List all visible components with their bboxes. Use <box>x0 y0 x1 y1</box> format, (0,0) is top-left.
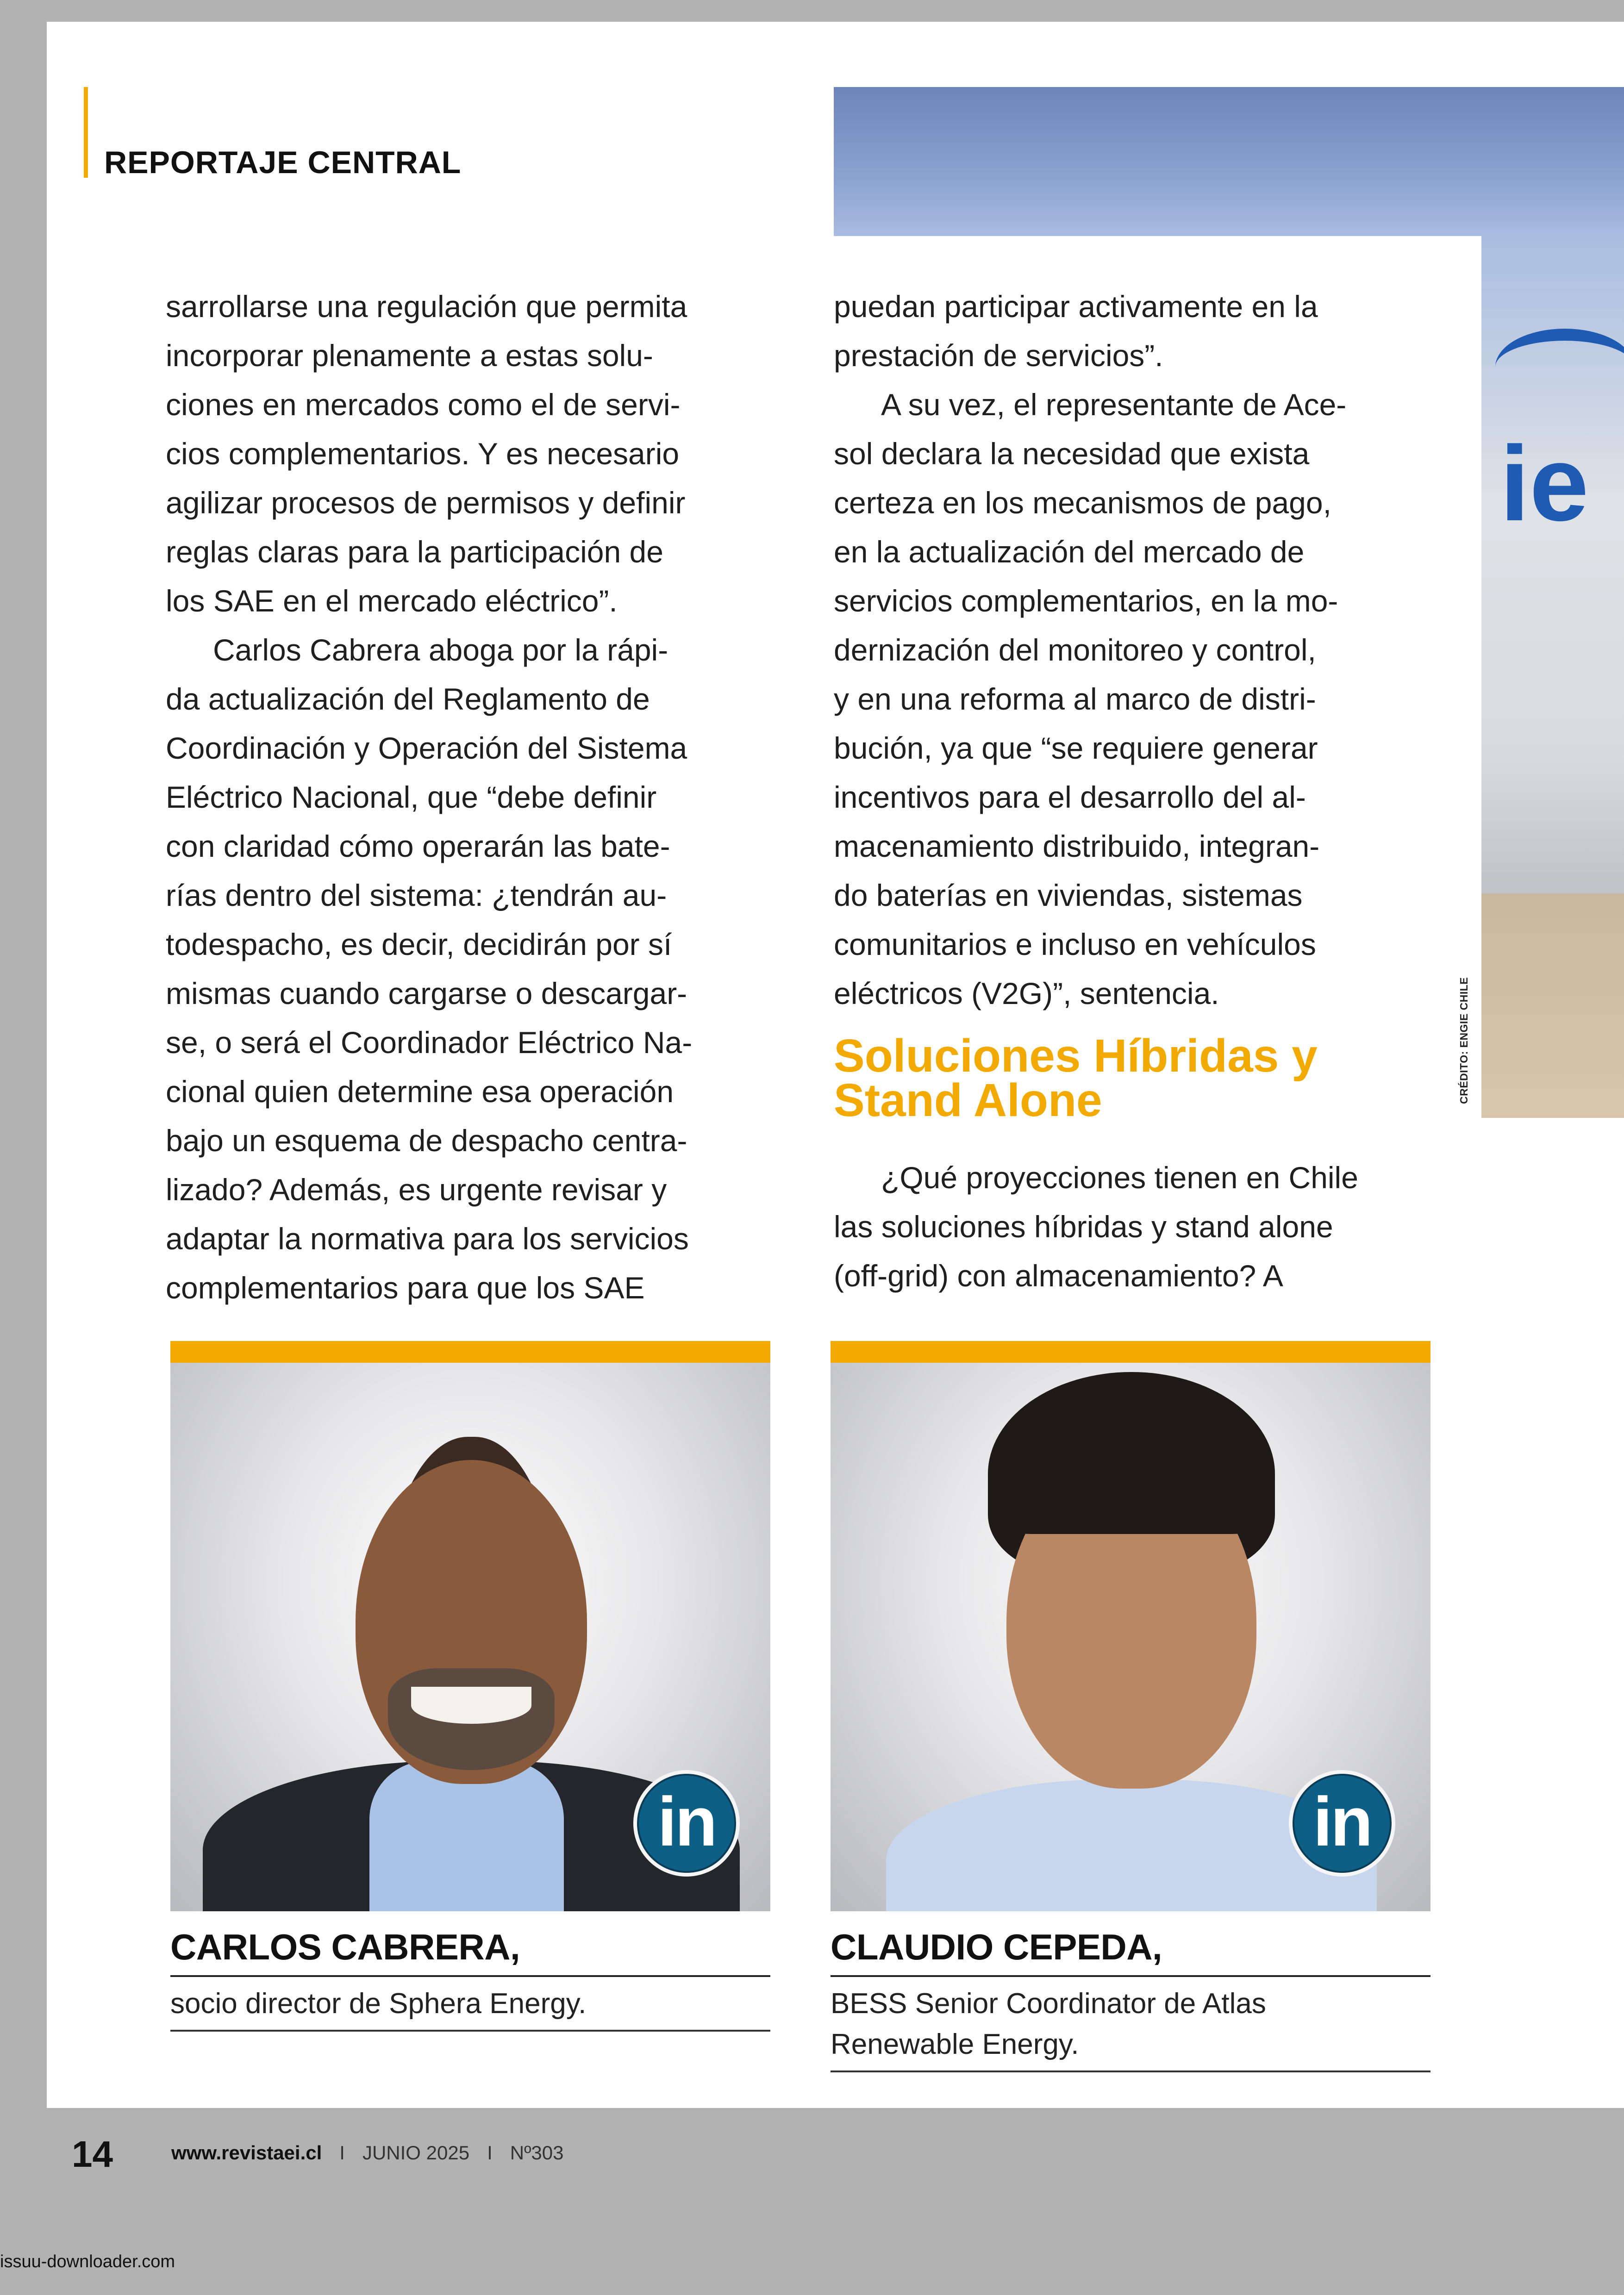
article-line: ¿Qué proyecciones tienen en Chile <box>881 1160 1358 1195</box>
article-line: bajo un esquema de despacho centra- <box>166 1123 687 1158</box>
article-column-right <box>834 282 1436 1018</box>
article-line: mismas cuando cargarse o descargar- <box>166 976 687 1010</box>
role-line: BESS Senior Coordinator de Atlas <box>831 1988 1266 2020</box>
article-line: todespacho, es decir, decidirán por sí <box>166 927 672 961</box>
article-line: certeza en los mecanismos de pago, <box>834 486 1331 520</box>
footer-site-link[interactable]: www.revistaei.cl <box>171 2142 322 2164</box>
article-line: (off-grid) con almacenamiento? A <box>834 1259 1283 1293</box>
article-line: puedan participar activamente en la <box>834 289 1318 324</box>
article-line: incorporar plenamente a estas solu- <box>166 338 653 373</box>
profile-card-cabrera <box>170 1341 770 2032</box>
article-line: macenamiento distribuido, integran- <box>834 829 1320 863</box>
subheading-line: Soluciones Híbridas y <box>834 1030 1318 1082</box>
article-line: reglas claras para la participación de <box>166 535 663 569</box>
portrait-photo-cepeda <box>831 1363 1430 1911</box>
photo-credit: CRÉDITO: ENGIE CHILE <box>1458 977 1470 1104</box>
article-line: las soluciones híbridas y stand alone <box>834 1210 1333 1244</box>
article-line: agilizar procesos de permisos y definir <box>166 486 686 520</box>
article-line: dernización del monitoreo y control, <box>834 633 1316 667</box>
article-line: bución, ya que “se requiere generar <box>834 731 1318 765</box>
article-column-right-continued <box>834 1153 1436 1300</box>
section-title: REPORTAJE CENTRAL <box>104 145 462 180</box>
portrait-accent-bar <box>170 1341 770 1363</box>
smile <box>411 1687 531 1724</box>
article-line: en la actualización del mercado de <box>834 535 1305 569</box>
article-line: eléctricos (V2G)”, sentencia. <box>834 976 1219 1010</box>
article-line: se, o será el Coordinador Eléctrico Na- <box>166 1025 693 1060</box>
article-line: Eléctrico Nacional, que “debe definir <box>166 780 657 814</box>
article-line: cios complementarios. Y es necesario <box>166 437 680 471</box>
article-column-left <box>166 282 805 1312</box>
article-line: servicios complementarios, en la mo- <box>834 584 1338 618</box>
article-line: los SAE en el mercado eléctrico”. <box>166 584 618 618</box>
article-line: prestación de servicios”. <box>834 338 1163 373</box>
article-line: sarrollarse una regulación que permita <box>166 289 687 324</box>
container-base <box>1481 755 1624 893</box>
magazine-page <box>47 22 1624 2108</box>
footer-line <box>171 2143 563 2163</box>
article-subheading <box>834 1030 1436 1126</box>
article-line: lizado? Además, es urgente revisar y <box>166 1172 667 1207</box>
footer-separator: I <box>339 2142 345 2164</box>
section-accent-bar <box>84 87 88 178</box>
watermark: issuu-downloader.com <box>0 2252 175 2271</box>
article-line: rías dentro del sistema: ¿tendrán au- <box>166 878 667 912</box>
subheading-line: Stand Alone <box>834 1074 1102 1126</box>
article-line: con claridad cómo operarán las bate- <box>166 829 670 863</box>
role-line: socio director de Sphera Energy. <box>170 1988 587 2020</box>
person-role <box>831 1977 1430 2072</box>
footer-separator: I <box>487 2142 493 2164</box>
footer-date: JUNIO 2025 <box>362 2142 470 2164</box>
article-line: Coordinación y Operación del Sistema <box>166 731 687 765</box>
article-line: complementarios para que los SAE <box>166 1271 645 1305</box>
person-name: CLAUDIO CEPEDA, <box>831 1911 1430 1977</box>
article-line: comunitarios e incluso en vehículos <box>834 927 1316 961</box>
article-line: y en una reforma al marco de distri- <box>834 682 1316 716</box>
article-line: adaptar la normativa para los servicios <box>166 1222 689 1256</box>
profile-card-cepeda <box>831 1341 1430 2072</box>
article-line: sol declara la necesidad que exista <box>834 437 1310 471</box>
linkedin-icon[interactable]: in <box>1289 1770 1395 1877</box>
article-line: do baterías en viviendas, sistemas <box>834 878 1303 912</box>
portrait-photo-cabrera <box>170 1363 770 1911</box>
person-role <box>170 1977 770 2032</box>
article-line: da actualización del Reglamento de <box>166 682 650 716</box>
hero-photo-sky <box>834 87 1624 236</box>
hair-fringe <box>1006 1451 1256 1534</box>
portrait-accent-bar <box>831 1341 1430 1363</box>
page-number: 14 <box>72 2133 113 2175</box>
article-line: ciones en mercados como el de servi- <box>166 387 681 422</box>
engie-logo-arc-icon <box>1495 329 1624 405</box>
engie-logo-fragment: ie <box>1500 424 1589 543</box>
linkedin-icon[interactable]: in <box>633 1770 740 1877</box>
article-line: A su vez, el representante de Ace- <box>881 387 1347 422</box>
article-line: cional quien determine esa operación <box>166 1074 674 1109</box>
hero-photo-battery-container <box>1481 236 1624 1118</box>
person-name: CARLOS CABRERA, <box>170 1911 770 1977</box>
article-line: incentivos para el desarrollo del al- <box>834 780 1306 814</box>
footer-issue: Nº303 <box>510 2142 564 2164</box>
article-line: Carlos Cabrera aboga por la rápi- <box>213 633 668 667</box>
role-line: Renewable Energy. <box>831 2028 1079 2060</box>
